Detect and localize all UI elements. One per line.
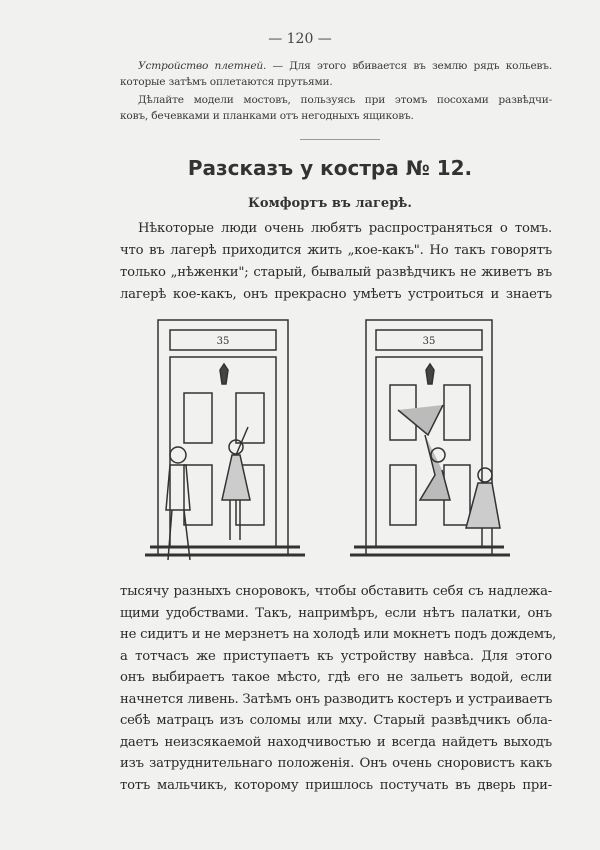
intro-italic-lead: Устройство плетней. [138,60,267,72]
page-number: — 120 — [268,31,332,47]
intro-line: которые затѣмъ оплетаются прутьями. [120,76,333,88]
chapter-title: Разсказъ у костра № 12. [187,156,473,180]
left-door-scene [145,320,305,560]
paragraph-line: тотъ мальчикъ, которому пришлось постучать въ дверь при- [120,778,552,793]
paragraph-line: изъ затруднительнаго положенія. Онъ очень сноровистъ какъ [120,756,552,771]
paragraph-line: лагерѣ кое-какъ, онъ прекрасно умѣетъ устроиться и знаетъ [120,287,552,302]
paragraph-line: даетъ неизсякаемой находчивостью и всегда найдетъ выходъ [120,735,552,750]
paragraph-line: не сидитъ и не мерзнетъ на холодѣ или мокнетъ подъ дождемъ, [120,627,557,642]
intro-line: Устройство плетней. — Для этого вбивается въ землю рядъ кольевъ. [138,60,552,72]
paragraph-line: онъ выбираетъ такое мѣсто, гдѣ его не зальетъ водой, если [120,670,552,685]
paragraph-line: что въ лагерѣ приходится жить „кое-какъ". Но такъ говорятъ [120,243,552,258]
door-number: 35 [216,336,230,347]
door-illustration [140,315,520,575]
intro-line: ковъ, бечевками и планками отъ негодныхъ ящиковъ. [120,110,414,122]
chapter-subtitle: Комфортъ въ лагерѣ. [248,196,412,211]
divider [300,139,380,140]
paragraph-line: себѣ матрацъ изъ соломы или мху. Старый развѣдчикъ обла- [120,713,552,728]
paragraph-line: а тотчасъ же приступаетъ къ устройству навѣса. Для этого [120,649,552,664]
paragraph-line: Нѣкоторые люди очень любятъ распространяться о томъ. [138,221,552,236]
paragraph-line: тысячу разныхъ сноровокъ, чтобы обставить себя съ надлежа- [120,584,552,599]
paragraph-line: щими удобствами. Такъ, напримѣръ, если нѣтъ палатки, онъ [120,606,552,621]
paragraph-line: начнется ливень. Затѣмъ онъ разводитъ костеръ и устраиваетъ [120,692,553,707]
right-door-scene [350,320,510,555]
door-number: 35 [422,336,436,347]
paragraph-line: только „нѣженки"; старый, бывалый развѣдчикъ не живетъ въ [120,265,552,280]
intro-line: Дѣлайте модели мостовъ, пользуясь при этомъ посохами развѣдчи- [138,94,552,106]
